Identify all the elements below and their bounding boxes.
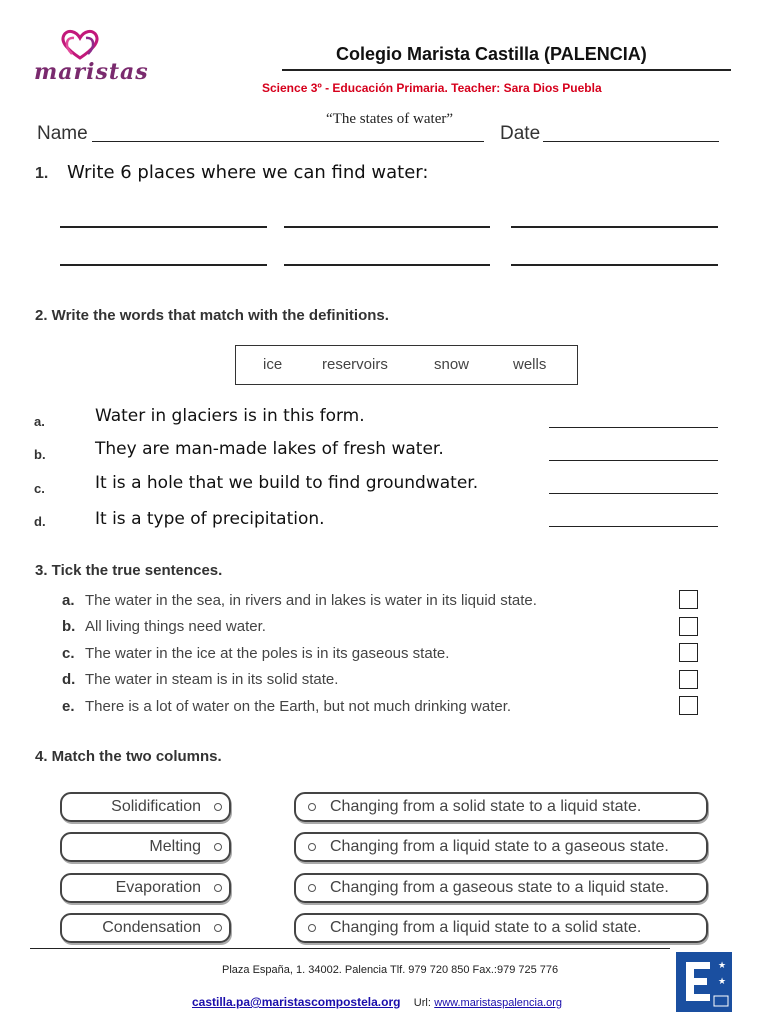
footer-divider: [30, 948, 670, 949]
connector-dot-icon[interactable]: [308, 843, 316, 851]
definition-answer-line[interactable]: [549, 427, 718, 428]
tick-letter: a.: [62, 592, 75, 609]
q1-answer-line[interactable]: [60, 264, 267, 266]
connector-dot-icon[interactable]: [214, 803, 222, 811]
word-bank-item: wells: [513, 356, 547, 373]
match-definition-label: Changing from a liquid state to a gaseous state.: [330, 838, 669, 855]
tick-sentence: There is a lot of water on the Earth, but not much drinking water.: [85, 698, 512, 715]
match-definition[interactable]: [294, 873, 708, 903]
q3-heading: 3. Tick the true sentences.: [35, 562, 223, 579]
website-link[interactable]: www.maristaspalencia.org: [434, 997, 563, 1009]
def-letter: a.: [34, 414, 45, 429]
excelencia-europea-badge-icon: [676, 952, 732, 1012]
q4-heading: 4. Match the two columns.: [35, 748, 222, 765]
url-label: Url:: [413, 997, 431, 1009]
footer-address: Plaza España, 1. 34002. Palencia Tlf. 979 720 850 Fax.:979 725 776: [222, 964, 559, 976]
match-term[interactable]: [60, 832, 231, 862]
match-term-label: Solidification: [111, 798, 201, 815]
match-term-label: Condensation: [102, 919, 201, 936]
match-term[interactable]: [60, 913, 231, 943]
tick-letter: d.: [62, 671, 76, 688]
match-definition-label: Changing from a gaseous state to a liquid state.: [330, 879, 669, 896]
tick-checkbox[interactable]: [679, 643, 698, 662]
definition-text: Water in glaciers is in this form.: [95, 406, 365, 426]
def-letter: b.: [34, 447, 46, 462]
match-definition-label: Changing from a liquid state to a solid state.: [330, 919, 642, 936]
connector-dot-icon[interactable]: [308, 924, 316, 932]
q1-answer-line[interactable]: [511, 264, 718, 266]
q2-heading: 2. Write the words that match with the definitions.: [35, 307, 389, 324]
word-bank-item: reservoirs: [322, 356, 388, 373]
svg-text:★: ★: [718, 977, 727, 987]
tick-sentence: The water in the ice at the poles is in its gaseous state.: [85, 645, 450, 662]
connector-dot-icon[interactable]: [214, 843, 222, 851]
worksheet-title: “The states of water”: [326, 111, 454, 127]
tick-sentence: The water in the sea, in rivers and in lakes is water in its liquid state.: [85, 592, 537, 609]
heart-logo-icon: [50, 28, 110, 62]
def-letter: c.: [34, 481, 45, 496]
tick-checkbox[interactable]: [679, 696, 698, 715]
name-label: Name: [37, 123, 88, 144]
maristas-logo: [34, 28, 149, 88]
subject-line: Science 3º - Educación Primaria. Teacher: Sara Dios Puebla: [262, 81, 602, 95]
tick-sentence: The water in steam is in its solid state.: [85, 671, 339, 688]
tick-checkbox[interactable]: [679, 617, 698, 636]
match-definition-label: Changing from a solid state to a liquid state.: [330, 798, 642, 815]
logo-text: maristas: [34, 59, 149, 85]
match-term-label: Evaporation: [115, 879, 201, 896]
match-term-label: Melting: [149, 838, 201, 855]
connector-dot-icon[interactable]: [308, 803, 316, 811]
email-link[interactable]: castilla.pa@maristascompostela.org: [192, 995, 401, 1009]
svg-text:★: ★: [718, 961, 727, 971]
header-divider: [282, 69, 731, 71]
definition-text: They are man-made lakes of fresh water.: [95, 439, 444, 459]
q1-answer-line[interactable]: [284, 226, 490, 228]
school-name: Colegio Marista Castilla (PALENCIA): [336, 44, 647, 64]
definition-answer-line[interactable]: [549, 460, 718, 461]
definition-answer-line[interactable]: [549, 526, 718, 527]
tick-letter: c.: [62, 645, 75, 662]
connector-dot-icon[interactable]: [214, 924, 222, 932]
match-definition[interactable]: [294, 832, 708, 862]
date-field[interactable]: [543, 141, 719, 142]
definition-text: It is a hole that we build to find groundwater.: [95, 473, 479, 493]
match-term[interactable]: [60, 873, 231, 903]
q1-number: 1.: [35, 165, 49, 182]
definition-answer-line[interactable]: [549, 493, 718, 494]
word-bank: [235, 345, 578, 385]
match-definition[interactable]: [294, 913, 708, 943]
tick-checkbox[interactable]: [679, 590, 698, 609]
q1-answer-line[interactable]: [60, 226, 267, 228]
definition-text: It is a type of precipitation.: [95, 509, 325, 529]
footer-contact: [192, 995, 562, 1009]
q1-answer-line[interactable]: [284, 264, 490, 266]
tick-checkbox[interactable]: [679, 670, 698, 689]
word-bank-item: snow: [434, 356, 470, 373]
tick-sentence: All living things need water.: [85, 618, 266, 635]
q1-answer-line[interactable]: [511, 226, 718, 228]
date-label: Date: [500, 123, 541, 144]
word-bank-item: ice: [263, 356, 283, 373]
match-term[interactable]: [60, 792, 231, 822]
tick-letter: b.: [62, 618, 76, 635]
tick-letter: e.: [62, 698, 75, 715]
q1-prompt: Write 6 places where we can find water:: [67, 162, 429, 183]
connector-dot-icon[interactable]: [308, 884, 316, 892]
connector-dot-icon[interactable]: [214, 884, 222, 892]
def-letter: d.: [34, 514, 46, 529]
match-definition[interactable]: [294, 792, 708, 822]
name-field[interactable]: [92, 141, 484, 142]
